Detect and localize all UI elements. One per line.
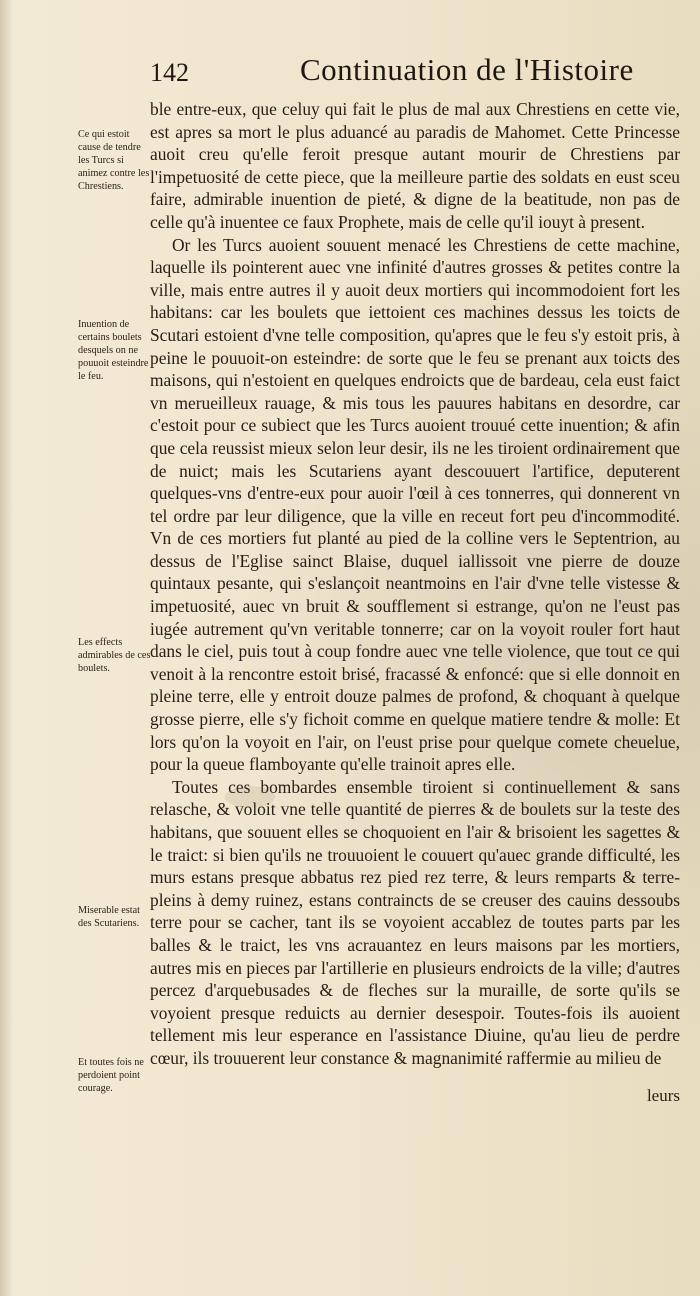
page-edge-shadow <box>0 0 14 1296</box>
paragraph-1: ble entre-eux, que celuy qui fait le plus de mal aux Chrestiens en cette vie, est apres sa mort le plus aduancé au paradis de Mahomet. Cette Princesse auoit creu qu'elle feroit presque autant mourir de Chrestiens par l'impetuosité de cette piece, que la meilleure partie des soldats en eust sceu faire, admirable inuention de pieté, & digne de la beatitude, non pas de celle qu'à inuentee ce faux Prophete, mais de celle qu'il iouyt à present. <box>150 99 680 232</box>
catchword: leurs <box>646 1086 680 1105</box>
ink-smudge <box>225 786 275 808</box>
margin-note-3: Les effects admirables de ces boulets. <box>78 637 151 674</box>
paragraph-3: Toutes ces bombardes ensemble tiroient si continuellement & sans relasche, & voloit vne telle quantité de pierres & de boulets sur la teste des habitans, que souuent elles se choquoient en l'air & brisoient les sagettes & le traict: si bien qu'ils ne trouuoient le couuert qu'auec grande difficulté, les murs estans presque abbatus rez pied rez terre, & leurs remparts & terre-pleins à demy ruinez, estans contraincts de se creuser des cauins dessoubs terre pour se cacher, tant ils se voyoient accablez de toutes parts par les balles & le traict, les vns acrauantez en leurs maisons par les mortiers, autres mis en pieces par l'artillerie en plusieurs endroicts de la ville; d'autres percez d'arquebusades & de fleches sur la muraille, de sorte qu'ils se voyoient presque reduicts au dernier desespoir. Toutes-fois ils auoient tellement mis leur esperance en l'assistance Diuine, qu'au lieu de perdre cœur, ils trouuerent leur constance & magnanimité raffermie au milieu de <box>150 776 680 1068</box>
body-text <box>150 98 680 1070</box>
paragraph-2: Or les Turcs auoient souuent menacé les Chrestiens de cette machine, laquelle ils pointerent auec vne infinité d'autres grosses & petites contre la ville, mais entre autres il y auoit deux mortiers qui incommodoient fort les habitans: car les boulets que iettoient ces machines dessus les toicts de Scutari estoient d'vne telle composition, qu'apres que le feu s'y estoit pris, à peine le pouuoit-on esteindre: de sorte que le feu se prenant aux toicts des maisons, qui n'estoient en quelques endroicts que de bardeau, cela eust faict vn merueilleux rauage, & mis tous les pauures habitans en desordre, car c'estoit pour ce subiect que les Turcs auoient trouué cette inuention; & afin que cela reussist mieux selon leur desir, ils ne les tiroient ordinairement que de nuict; mais les Scutariens ayant descouuert l'artifice, deputerent quelques-vns d'entre-eux pour auoir l'œil à ces tonnerres, qui donnerent vn tel ordre par leur diligence, que la ville en receut fort peu d'incommodité. Vn de ces mortiers fut planté au pied de la colline vers le Septentrion, au dessus de l'Eglise sainct Blaise, duquel iallissoit vne pierre de douze quintaux pesante, qui s'eslançoit neantmoins en l'air d'vne telle vistesse & impetuosité, auec vn bruit & soufflement si estrange, qu'on ne l'eust pas iugée autrement qu'vn veritable tonnerre; car on la voyoit rouler fort haut dans le ciel, puis tout à coup fondre auec vne telle violence, que tout ce qui venoit à la rencontre estoit brisé, fracassé & enfoncé: que si elle donnoit en pleine terre, elle y entroit douze palmes de profond, & choquant à quelque grosse pierre, elle s'y fichoit comme en quelque matiere tendre & molle: Et lors qu'on la voyoit en l'air, on l'eust prise pour quelque comete cheuelue, pour la queue flamboyante qu'elle trainoit apres elle. <box>150 234 680 775</box>
margin-note-5: Et toutes fois ne perdoient point courage. <box>78 1057 144 1094</box>
page-number: 142 <box>150 58 189 87</box>
page-header <box>0 52 700 92</box>
margin-note-2: Inuention de certains boulets desquels on ne pouuoit esteindre le feu. <box>78 319 149 382</box>
margin-note-4: Miserable estat des Scutariens. <box>78 905 140 929</box>
running-title: Continuation de l'Histoire <box>300 52 634 87</box>
margin-note-1: Ce qui estoit cause de tendre les Turcs si animez contre les Chrestiens. <box>78 129 150 192</box>
